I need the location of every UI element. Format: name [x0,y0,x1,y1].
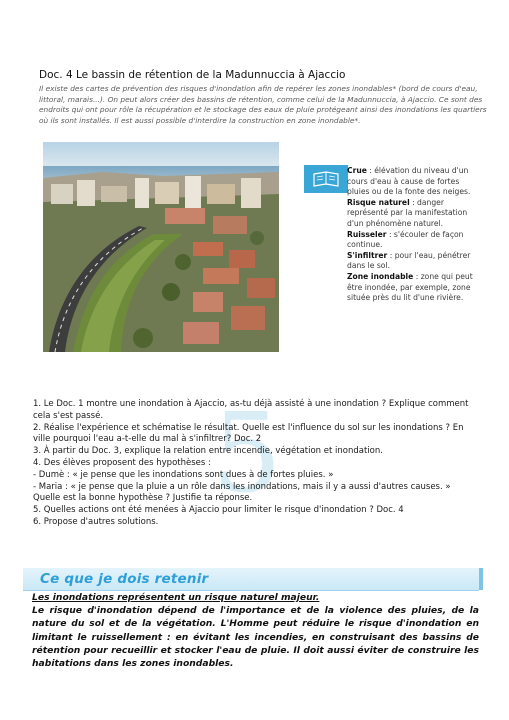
glossary-term: Ruisseler [347,229,387,239]
question-item: 6. Propose d'autres solutions. [33,516,159,527]
glossary [347,166,475,304]
aerial-photo [43,142,279,352]
glossary-item [347,166,475,198]
question-item: 2. Réalise l'expérience et schématise le résultat. Quelle est l'influence du sol sur les inondations ? En ville pourquoi l'eau a-t-elle du mal à s'infiltrer? Doc. 2 [33,422,464,445]
glossary-term: Zone inondable [347,271,414,281]
document-intro: Il existe des cartes de prévention des risques d'inondation afin de repérer les zones inondables* (bord de cours d'eau, littoral, marais...). On peut alors créer des bassins de rétention, comme celui de la Madunnuccia, à Ajaccio. Ce sont des endroits qui ont pour rôle la récupération et le stockage des eaux de pluie protégeant ainsi des inondations les quartiers où ils sont installés. Il est aussi possible d'interdire la construction en zone inondable*. [39,84,487,125]
aerial-photo-retention-basin-icon [43,142,279,352]
retain-title: Ce que je dois retenir [40,571,209,587]
retain-heading: Les inondations représentent un risque naturel majeur. [32,592,320,603]
book-icon [304,165,348,193]
question-item: - Dumè : « je pense que les inondations sont dues à de fortes pluies. » [33,469,334,480]
retain-text: Le risque d'inondation dépend de l'importance et de la violence des pluies, de la nature du sol et de la végétation. L'Homme peut réduire le risque d'inondation en limitant le ruissellement : en évitant les incendies, en construisant des bassins de rétention pour recueillir et stocker l'eau de pluie. Il doit aussi éviter de construire les habitations dans les zones inondables. [32,605,479,670]
glossary-term: S'infiltrer [347,250,388,260]
question-item: - Maria : « je pense que la pluie a un rôle dans les inondations, mais il y a aussi d'autres causes. » [33,481,451,492]
question-item: 4. Des élèves proposent des hypothèses : [33,457,211,468]
question-item: 5. Quelles actions ont été menées à Ajaccio pour limiter le risque d'inondation ? Doc. 4 [33,505,404,516]
questions-list [33,389,483,529]
page-number-watermark: 5 [212,389,282,517]
question-item: 1. Le Doc. 1 montre une inondation à Ajaccio, as-tu déjà assisté à une inondation ? Explique comment cela s'est passé. [33,399,469,421]
glossary-definition: : pour l'eau, pénétrer dans le sol. [347,250,471,271]
glossary-definition: : danger représenté par la manifestation d'un phénomène naturel. [347,197,468,228]
question-item: 3. À partir du Doc. 3, explique la relation entre incendie, végétation et inondation. [33,446,383,457]
glossary-term: Risque naturel [347,197,410,207]
glossary-item [347,272,475,304]
document-title: Doc. 4 Le bassin de rétention de la Madunnuccia à Ajaccio [39,69,346,81]
glossary-item [347,230,475,251]
glossary-definition: : s'écouler de façon continue. [347,229,464,250]
glossary-item [347,251,475,272]
glossary-item [347,198,475,230]
question-item: Quelle est la bonne hypothèse ? Justifie ta réponse. [33,493,253,504]
glossary-term: Crue [347,166,367,175]
retain-summary [32,591,479,670]
glossary-definition: : élévation du niveau d'un cours d'eau à cause de fortes pluies ou de la fonte des neiges. [347,166,471,197]
glossary-definition: : zone qui peut être inondée, par exemple, zone située près du lit d'une rivière. [347,271,473,303]
